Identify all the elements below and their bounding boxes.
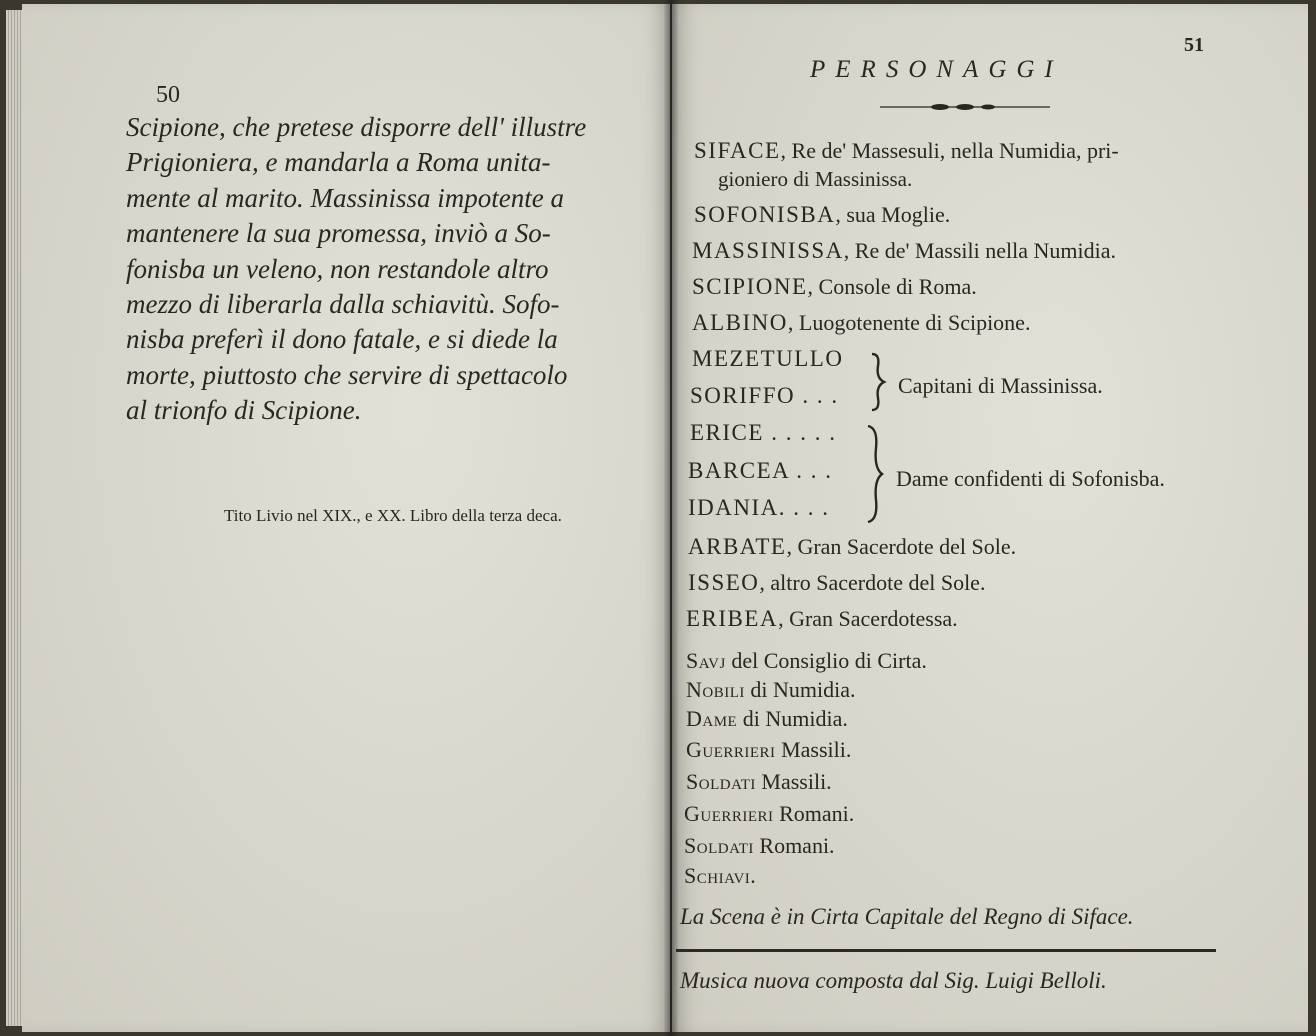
group-member-name <box>690 383 839 409</box>
character-name: ARBATE <box>688 534 787 559</box>
book-gutter <box>664 0 678 1036</box>
chorus-desc: . <box>750 863 756 888</box>
character-name: SOFONISBA <box>694 202 836 227</box>
character-name: SIFACE <box>694 138 781 163</box>
character-role: , sua Moglie. <box>835 202 951 227</box>
ornamental-rule <box>880 100 1050 114</box>
cast-entry <box>692 238 1116 264</box>
scene-note: La Scena è in Cirta Capitale del Regno di Siface. <box>680 904 1134 929</box>
character-name: ISSEO <box>688 570 760 595</box>
chorus-entry <box>686 677 856 703</box>
character-role: , Re de' Massili nella Numidia. <box>843 238 1116 263</box>
page-number-right: 51 <box>1184 34 1204 56</box>
divider-rule <box>676 949 1216 952</box>
cast-entry <box>692 274 977 300</box>
character-role: , Gran Sacerdotessa. <box>778 606 958 631</box>
chorus-desc: Romani. <box>773 801 855 826</box>
chorus-desc: Massili. <box>775 737 852 762</box>
chorus-entry <box>684 863 756 889</box>
text-line: mezzo di liberarla dalla schiavitù. Sofo- <box>126 289 560 320</box>
text-line: Prigioniera, e mandarla a Roma unita- <box>126 147 551 178</box>
cast-entry <box>694 138 1119 164</box>
text-line: nisba preferì il dono fatale, e si diede la <box>126 324 558 355</box>
character-name: ERIBEA <box>686 606 779 631</box>
chorus-entry <box>684 833 835 859</box>
text-line: mantenere la sua promessa, inviò a So- <box>126 218 551 249</box>
page-heading: PERSONAGGI <box>810 56 1063 83</box>
curly-brace <box>868 352 888 412</box>
chorus-name: Soldati <box>686 769 756 794</box>
chorus-entry <box>686 648 927 674</box>
text-line: fonisba un veleno, non restandole altro <box>126 253 549 284</box>
group-label-captains: Capitani di Massinissa. <box>898 373 1103 398</box>
character-name: ALBINO <box>692 310 788 335</box>
group-member-name <box>690 420 836 446</box>
character-name: ERICE . . . . . <box>690 420 837 445</box>
chorus-name: Soldati <box>684 833 754 858</box>
character-name: SORIFFO . . . <box>690 383 839 408</box>
text-line: morte, piuttosto che servire di spettacolo <box>126 359 568 390</box>
chorus-name: Nobili <box>686 677 745 702</box>
cast-entry <box>694 202 950 228</box>
text-line: al trionfo di Scipione. <box>126 395 362 426</box>
cast-entry <box>688 570 985 596</box>
chorus-entry <box>686 737 851 763</box>
character-role: , Console di Roma. <box>807 274 977 299</box>
chorus-entry <box>684 801 854 827</box>
cast-entry <box>692 310 1030 336</box>
character-role: , Re de' Massesuli, nella Numidia, pri- <box>780 138 1119 163</box>
left-page-text <box>126 110 666 429</box>
character-name: MASSINISSA <box>692 238 844 263</box>
group-label-ladies: Dame confidenti di Sofonisba. <box>896 466 1165 491</box>
chorus-name: Dame <box>686 706 738 731</box>
character-name: BARCEA . . . <box>688 458 833 483</box>
curly-brace <box>862 424 884 524</box>
character-role: , Gran Sacerdote del Sole. <box>786 534 1017 559</box>
character-name: SCIPIONE <box>692 274 808 299</box>
chorus-name: Schiavi <box>684 863 751 888</box>
cast-entry <box>688 534 1016 560</box>
cast-entry-continuation: gioniero di Massinissa. <box>718 167 913 191</box>
character-role: , Luogotenente di Scipione. <box>787 310 1031 335</box>
music-credit: Musica nuova composta dal Sig. Luigi Belloli. <box>680 968 1107 993</box>
chorus-entry <box>686 706 848 732</box>
character-name: IDANIA. . . . <box>688 495 830 520</box>
citation: Tito Livio nel XIX., e XX. Libro della terza deca. <box>224 506 562 525</box>
text-line: mente al marito. Massinissa impotente a <box>126 182 564 213</box>
group-member-name <box>688 458 833 484</box>
character-name: MEZETULLO <box>692 346 844 371</box>
chorus-name: Guerrieri <box>684 801 774 826</box>
text-line: Scipione, che pretese disporre dell' illustre <box>126 112 587 142</box>
cast-entry <box>686 606 958 632</box>
page-number-left: 50 <box>156 82 180 108</box>
chorus-entry <box>686 769 832 795</box>
chorus-desc: di Numidia. <box>744 677 856 702</box>
group-member-name <box>688 495 830 521</box>
chorus-desc: Romani. <box>753 833 835 858</box>
chorus-desc: di Numidia. <box>737 706 848 731</box>
chorus-name: Guerrieri <box>686 737 776 762</box>
chorus-desc: del Consiglio di Cirta. <box>725 648 927 673</box>
chorus-name: Savj <box>686 648 726 673</box>
chorus-desc: Massili. <box>755 769 832 794</box>
group-member-name <box>692 346 843 372</box>
character-role: , altro Sacerdote del Sole. <box>759 570 986 595</box>
